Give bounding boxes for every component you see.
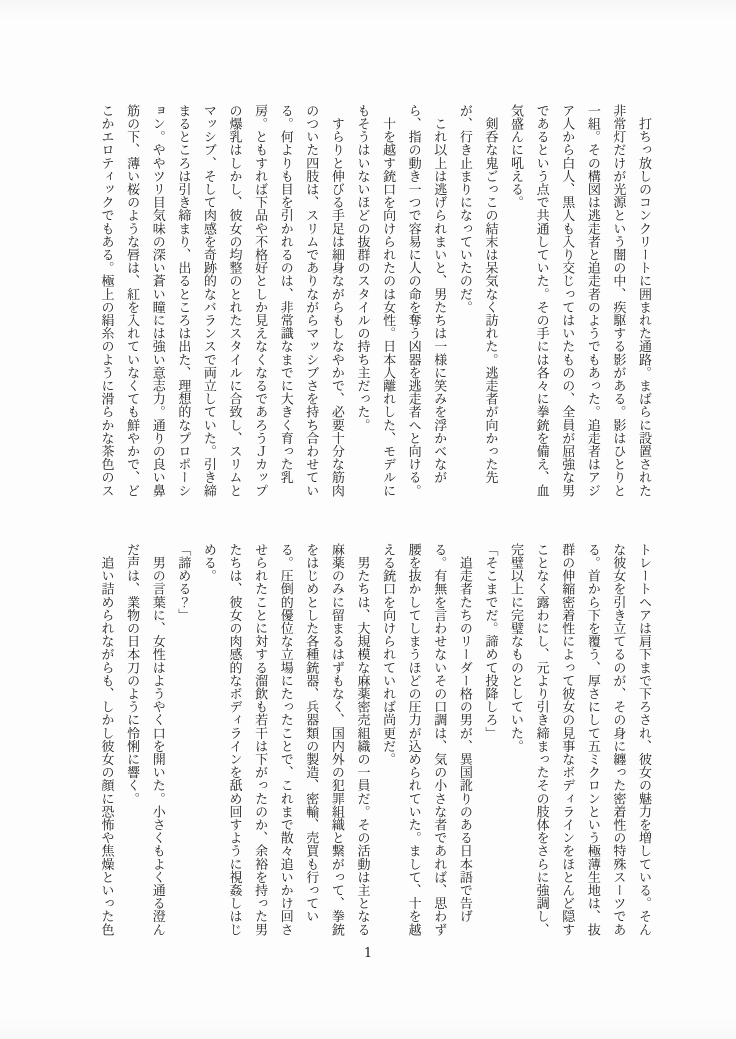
paragraph: 打ちっ放しのコンクリートに囲まれた通路。まばらに設置された非常灯だけが光源という闇の中、疾駆する影がある。影はひとりと一組。その構図は逃走者と追走者のようでもあった。追走者はアジア人から白人、黒人も入り交じってはいたものの、全員が屈強な男であるという点で共通していた。その手には各々に拳銃を備え、血気盛んに吼える。	[508, 104, 651, 497]
paragraph: 「そこまでだ。諦めて投降しろ」	[482, 543, 498, 740]
paragraph: 剣呑な鬼ごっこの結末は呆気なく訪れた。逃走者が向かった先が、行き止まりになっていたのだ。	[456, 104, 498, 484]
paragraph: 男たちは、大規模な麻薬密売組織の一員だ。その活動は主となる麻薬のみに留まるはずもなく、国内外の犯罪組織と繋がって、拳銃をはじめとした各種銃器、兵器類の製造、密輸、売買も行っている。圧倒的優位な立場にたったことで、これまで散々追いかけ回させられたことに対する溜飲も若干は下がったのか、余裕を持った男たちは、彼女の肉感的なボディラインを舐め回すように視姦しはじめる。	[200, 543, 370, 936]
paragraph: これ以上は逃げられまいと、男たちは一様に笑みを浮かべながら、指の動き一つで容易に人の命を奪う凶器を逃走者へと向ける。	[405, 104, 447, 497]
paragraph: 追い詰められながらも、しかし彼女の顔に恐怖や焦燥といった色	[98, 543, 114, 936]
paragraph: 男の言葉に、女性はようやく口を開いた。小さくもよく通る澄んだ声は、業物の日本刀のように怜悧に響く。	[124, 543, 165, 936]
paragraph: 「諦める？」	[175, 543, 191, 622]
paragraph: トレートヘアは肩下まで下ろされ、彼女の魅力を増している。そんな彼女を引き立てるのが、その身に纏った密着性の特殊スーツである。首から下を覆う、厚さにして五ミクロンという極薄生地は、抜群の伸縮密着性によって彼女の見事なボディラインをほとんど隠すことなく露わにし、元より引き締まったその肢体をさらに強調し、完璧以上に完璧なものとしていた。	[508, 543, 651, 936]
paragraph: 十を越す銃口を向けられたのは女性。日本人離れした、モデルにもそうはいないほどの抜群のスタイルの持ち主だった。	[354, 104, 396, 497]
page-number: 1	[363, 946, 373, 961]
text-tier-top	[93, 104, 656, 502]
text-tier-bottom	[93, 543, 656, 941]
paragraph: 追走者たちのリーダー格の男が、異国訛りのある日本語で告げる。有無を言わせないその口調は、気の小さな者であれば、思わず腰を抜かしてしまうほどの圧力が込められていた。まして、十を越える銃口を向けられていれば尚更だ。	[380, 543, 472, 936]
paragraph: すらりと伸びる手足は細身ながらもしなやかで、必要十分な筋肉のついた四肢は、スリムでありながらマッシブさを持ち合わせている。何よりも目を引かれるのは、非常識なまでに大きく育った乳房。ともすれば下品や不格好としか見えなくなるであろうＪカップの爆乳はしかし、彼女の均整のとれたスタイルに合致し、スリムとマッシブ、そして肉感を奇跡的なバランスで両立していた。引き締まるところは引き締まり、出るところは出た、理想的なプロポーション。ややツリ目気味の深い蒼い瞳には強い意志力。通りの良い鼻筋の下、薄い桜のような唇は、紅を入れていなくても鮮やかで、どこかエロティックでもある。極上の絹糸のように滑らかな茶色のス	[98, 104, 344, 497]
